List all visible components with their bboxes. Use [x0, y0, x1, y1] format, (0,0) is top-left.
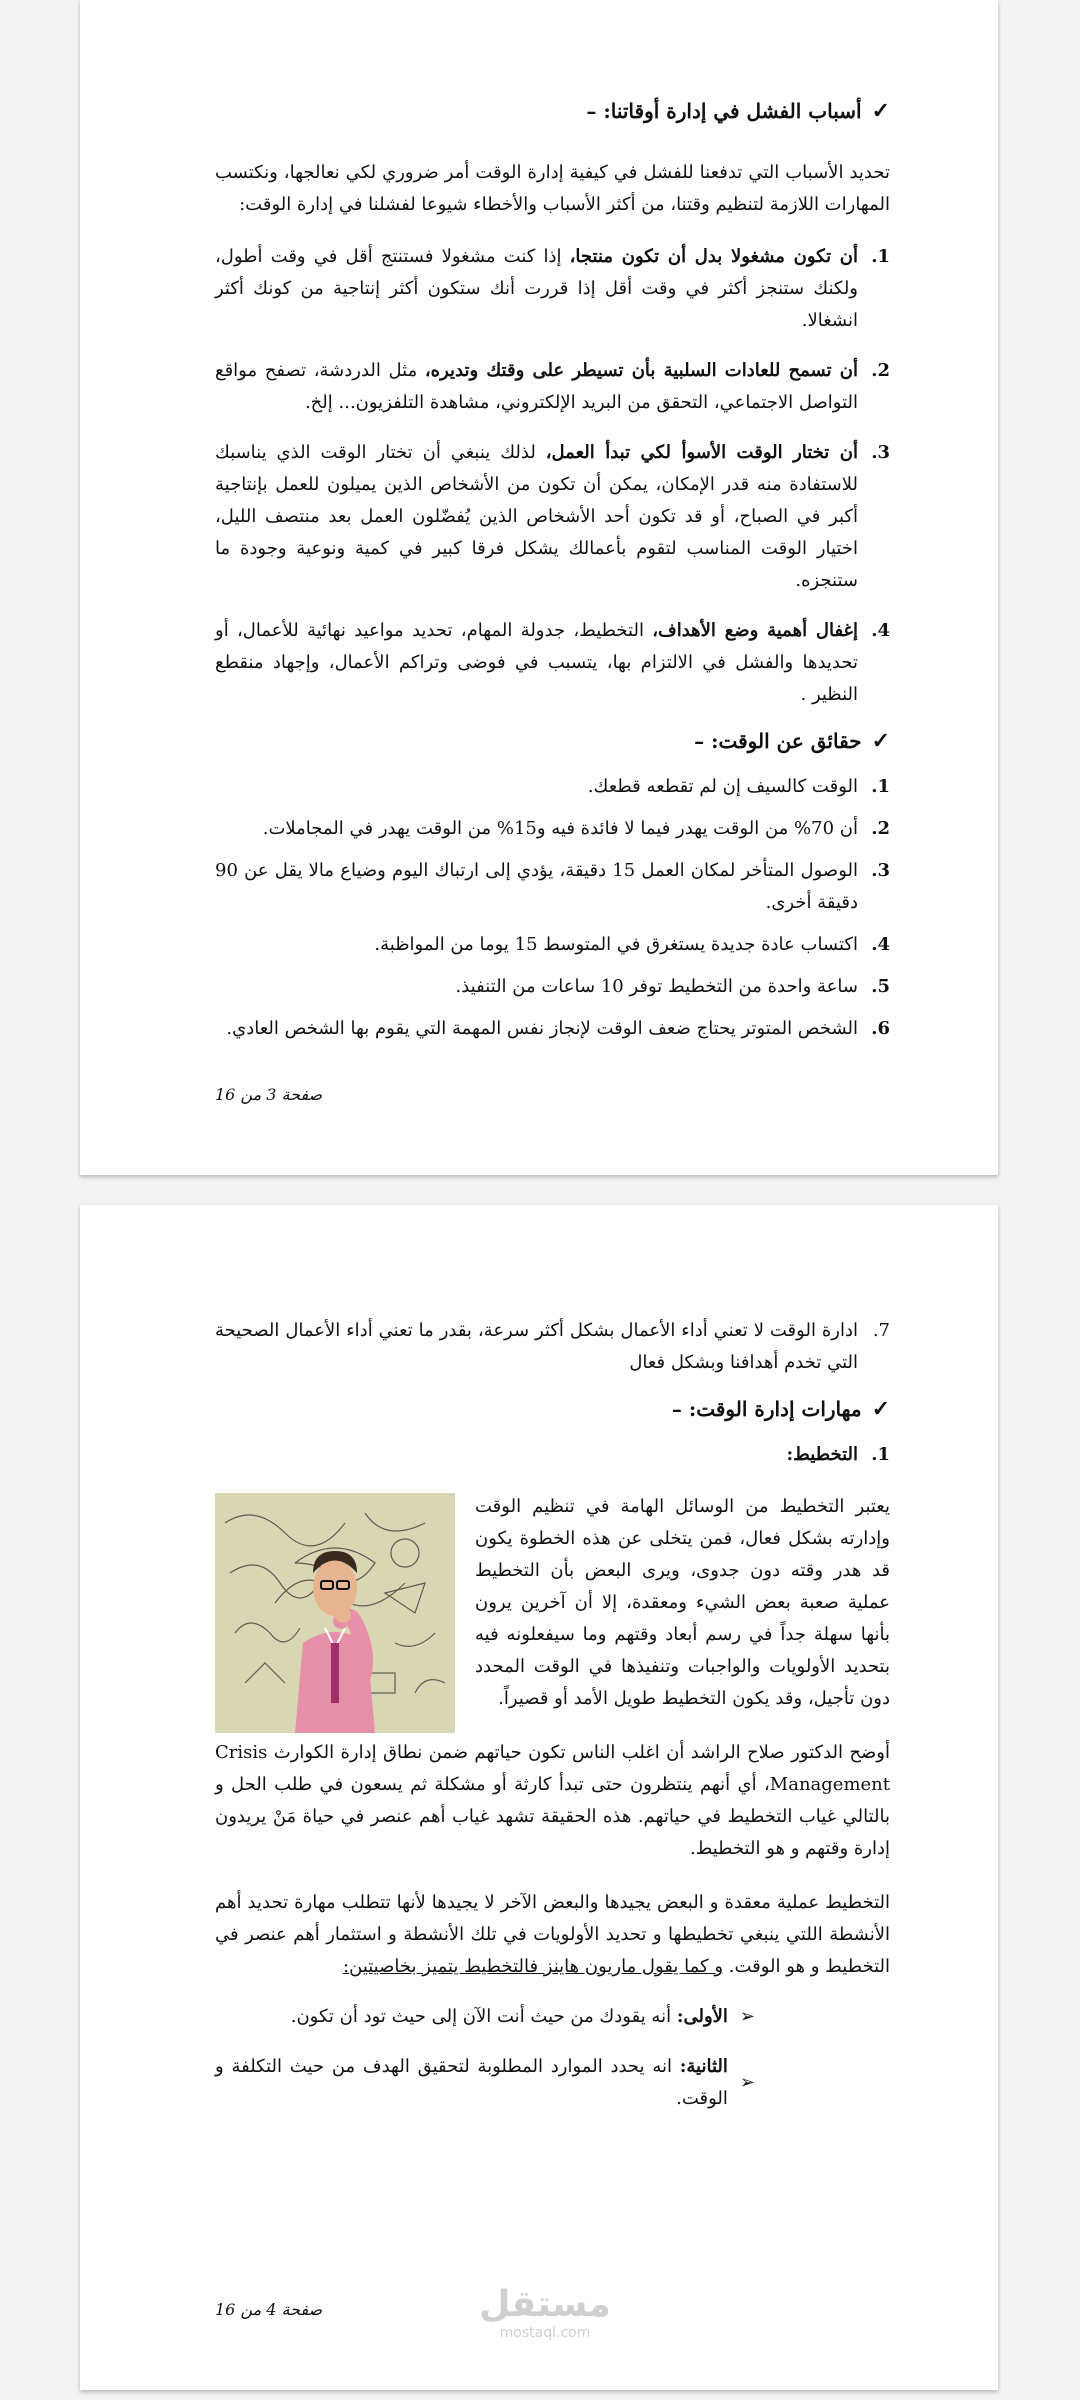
- watermark-logo-text: مستقل: [479, 2284, 611, 2325]
- list-item: [215, 615, 890, 711]
- item-number: 2.: [871, 360, 890, 381]
- item-number: 2.: [871, 818, 890, 839]
- skill-title: التخطيط:: [786, 1444, 858, 1465]
- item-text: أن 70% من الوقت يهدر فيما لا فائدة فيه و15% من الوقت يهدر في المجاملات.: [262, 818, 858, 839]
- item-text: [215, 355, 858, 419]
- planning-complexity-paragraph: [215, 1887, 890, 1983]
- arrow-bullet-icon: ➢: [739, 2006, 755, 2027]
- skill-heading: [215, 1439, 890, 1471]
- item-lead: أن تكون مشغولا بدل أن تكون منتجا،: [569, 246, 858, 267]
- item-number: 4.: [871, 620, 890, 641]
- rashed-paragraph: أوضح الدكتور صلاح الراشد أن اغلب الناس تكون حياتهم ضمن نطاق إدارة الكوارث Crisis Management، أي أنهم ينتظرون حتى تبدأ كارثة أو مشكلة ثم يسعون في طلب الحل و بالتالي غياب التخطيط في حياتهم. هذه الحقيقة تشهد غياب أهم عنصر في حياة مَنْ يريدون إدارة وقتهم و هو التخطيط.: [215, 1742, 890, 1859]
- checkmark-icon: ✓: [871, 98, 890, 124]
- heading-text: حقائق عن الوقت: –: [694, 729, 862, 753]
- heading-text: مهارات إدارة الوقت: –: [671, 1397, 862, 1421]
- list-item: [215, 813, 890, 845]
- page-footer: صفحة 4 من 16: [215, 2300, 323, 2319]
- item-lead: أن تختار الوقت الأسوأ لكي تبدأ العمل،: [545, 442, 858, 463]
- item-lead: إغفال أهمية وضع الأهداف،: [652, 620, 858, 641]
- item-body: إذا كنت مشغولا فستنتج أقل في وقت أطول، ولكنك ستنجز أكثر في وقت أقل إذا قررت أنك ستكون أكثر إنتاجية من كونك أكثر انشغالا.: [215, 246, 858, 331]
- item-number: 3.: [871, 860, 890, 881]
- list-item: [215, 355, 890, 419]
- item-body: مثل الدردشة، تصفح مواقع التواصل الاجتماعي، التحقق من البريد الإلكتروني، مشاهدة التلفزيون... إلخ.: [215, 360, 858, 413]
- item-text: [215, 615, 858, 711]
- item-body: لذلك ينبغي أن تختار الوقت الذي يناسبك للاستفادة منه قدر الإمكان، يمكن أن تكون من الأشخاص الذين يميلون للعمل بإنتاجية أكبر في الصباح، أو قد تكون أحد الأشخاص الذين يُفضّلون العمل بعد منتصف الليل، اختيار الوقت المناسب لتقوم بأعمالك يشكل فرقا كبير في كمية ونوعية وجودة ما ستنجزه.: [215, 442, 858, 591]
- document-page-4: [80, 1205, 998, 2390]
- heading-text: أسباب الفشل في إدارة أوقاتنا: –: [586, 99, 862, 123]
- page-3-content: [215, 95, 890, 1045]
- section-heading-time-facts: [215, 725, 890, 757]
- paragraph-text: التخطيط عملية معقدة و البعض يجيدها والبعض الآخر لا يجيدها لأنها تتطلب مهارة تحديد أهم الأنشطة اللتي ينبغي تخطيطها و تحديد الأولويات في تلك الأنشطة و استثمار أهم عنصر في التخطيط و هو الوقت.: [215, 1892, 890, 1977]
- thinking-man-illustration: [215, 1493, 455, 1733]
- arrow-bullet-icon: ➢: [739, 2072, 755, 2093]
- planning-paragraph: يعتبر التخطيط من الوسائل الهامة في تنظيم الوقت وإدارته بشكل فعال، فمن يتخلى عن هذه الخطوة يكون قد هدر وقته دون جدوى، ويرى البعض بأن التخطيط عملية صعبة بعض الشيء ومعقدة، إلا أن آخرين يرون بأنها سهلة جداً في رسم أبعاد وقتهم وما سيفعلونه فيه بتحديد الأولويات والواجبات وتنفيذها في الوقت المحدد دون تأجيل، وقد يكون التخطيط طويل الأمد أو قصيراً.: [475, 1496, 890, 1709]
- list-item: [215, 241, 890, 337]
- item-number: 4.: [871, 934, 890, 955]
- planning-block: [215, 1491, 890, 1715]
- list-item: [215, 971, 890, 1003]
- document-page-3: [80, 0, 998, 1175]
- list-item: [215, 1315, 890, 1379]
- list-item: [215, 855, 890, 919]
- item-text: ادارة الوقت لا تعني أداء الأعمال بشكل أكثر سرعة، بقدر ما تعني أداء الأعمال الصحيحة التي تخدم أهدافنا وبشكل فعال: [215, 1320, 858, 1373]
- sub-item-lead: الثانية:: [679, 2056, 728, 2077]
- item-number: 1.: [871, 246, 890, 267]
- page-footer: صفحة 3 من 16: [215, 1085, 323, 1104]
- item-number: 3.: [871, 442, 890, 463]
- item-number: 7.: [872, 1320, 890, 1341]
- item-number: 6.: [871, 1018, 890, 1039]
- item-text: الوقت كالسيف إن لم تقطعه قطعك.: [587, 776, 858, 797]
- item-number: 5.: [871, 976, 890, 997]
- item-body: التخطيط، جدولة المهام، تحديد مواعيد نهائية للأعمال، أو تحديدها والفشل في الالتزام بها، يتسبب في فوضى وتراكم الأعمال، وإجهاد منقطع النظير .: [215, 620, 858, 705]
- thinking-man-image: [215, 1493, 455, 1733]
- item-text: [215, 241, 858, 337]
- underlined-quote-intro: و كما يقول ماريون هاينز فالتخطيط يتميز بخاصيتين:: [343, 1956, 724, 1977]
- checkmark-icon: ✓: [871, 728, 890, 754]
- sub-item-text: [291, 2001, 728, 2033]
- list-item: [215, 437, 890, 597]
- list-item: [215, 1013, 890, 1045]
- mostaql-watermark: [470, 2285, 620, 2341]
- watermark-url: mostaql.com: [499, 2325, 591, 2341]
- intro-paragraph: تحديد الأسباب التي تدفعنا للفشل في كيفية إدارة الوقت أمر ضروري لكي نعالجها، ونكتسب المهارات اللازمة لتنظيم وقتنا، من أكثر الأسباب والأخطاء شيوعا لفشلنا في إدارة الوقت:: [215, 162, 890, 215]
- page-4-content: [215, 1315, 890, 2115]
- section-heading-time-skills: [215, 1393, 890, 1425]
- item-number: 1.: [871, 1444, 890, 1465]
- checkmark-icon: ✓: [871, 1396, 890, 1422]
- item-text: الوصول المتأخر لمكان العمل 15 دقيقة، يؤدي إلى ارتباك اليوم وضياع مالا يقل عن 90 دقيقة أخرى.: [215, 860, 858, 913]
- item-text: ساعة واحدة من التخطيط توفر 10 ساعات من التنفيذ.: [455, 976, 858, 997]
- sub-list-item: [215, 2051, 755, 2115]
- sub-item-body: انه يحدد الموارد المطلوبة لتحقيق الهدف من حيث التكلفة و الوقت.: [215, 2056, 728, 2109]
- item-lead: أن تسمح للعادات السلبية بأن تسيطر على وقتك وتديره،: [424, 360, 858, 381]
- sub-item-lead: الأولى:: [676, 2006, 728, 2027]
- sub-item-body: أنه يقودك من حيث أنت الآن إلى حيث تود أن تكون.: [290, 2006, 677, 2027]
- list-item: [215, 771, 890, 803]
- item-text: اكتساب عادة جديدة يستغرق في المتوسط 15 يوما من المواظبة.: [374, 934, 858, 955]
- item-number: 1.: [871, 776, 890, 797]
- sub-item-text: [215, 2051, 728, 2115]
- list-item: [215, 929, 890, 961]
- item-text: [215, 437, 858, 597]
- sub-list-item: [215, 2001, 755, 2033]
- section-heading-failure-causes: [215, 95, 890, 127]
- item-text: الشخص المتوتر يحتاج ضعف الوقت لإنجاز نفس المهمة التي يقوم بها الشخص العادي.: [226, 1018, 858, 1039]
